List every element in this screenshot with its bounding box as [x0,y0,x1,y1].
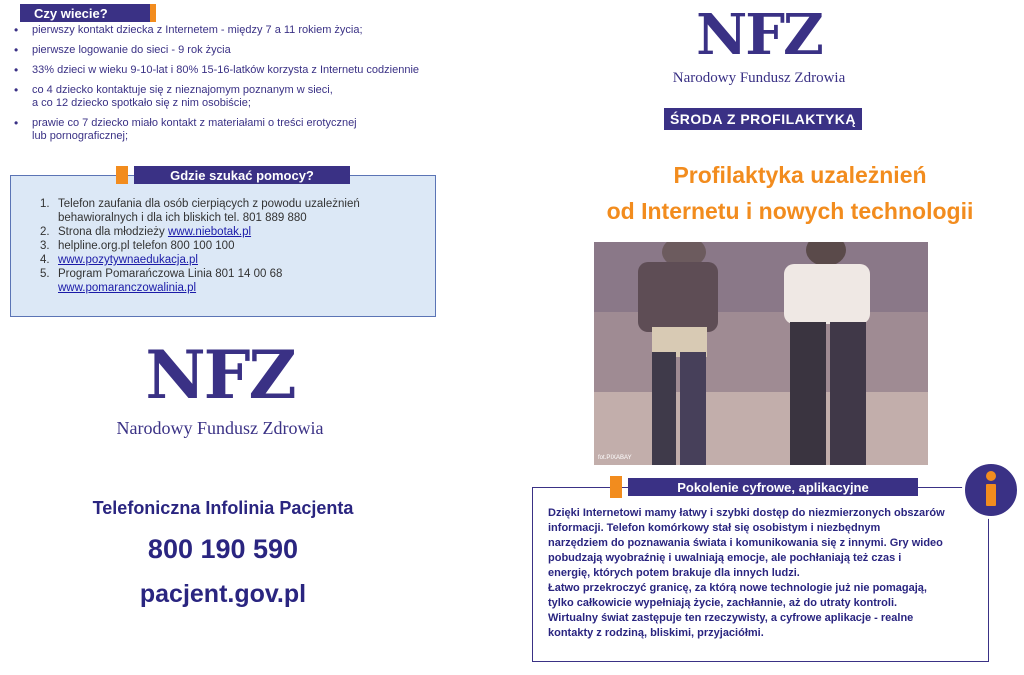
help-list [40,197,430,295]
person-right-shirt [784,264,870,324]
list-item: • 33% dzieci w wieku 9-10-lat i 80% 15-16-latków korzysta z Internetu codziennie [12,64,472,77]
person-right-leg [790,322,826,465]
pozytywnaedukacja-link[interactable]: www.pozytywnaedukacja.pl [58,254,198,266]
generation-header-accent [610,476,622,498]
nfz-logo-mark: NFZ [696,2,822,68]
help-title: Gdzie szukać pomocy? [134,166,350,184]
nfz-logo-left [90,336,350,439]
headline-line1: Profilaktyka uzależnień [673,162,927,188]
list-item: • co 4 dziecko kontaktuje się z nieznajomym poznanym w sieci, a co 12 dziecko spotkało się z nim osobiście; [12,84,472,110]
niebotak-link[interactable]: www.niebotak.pl [167,226,252,238]
facts-header [20,4,156,22]
list-item: 3. helpline.org.pl telefon 800 100 100 [40,240,235,252]
photo-credit: fot.PIXABAY [598,455,632,461]
generation-text: Dzięki Internetowi mamy łatwy i szybki dostęp do niezmierzonych obszarów informacji. Telefon komórkowy stał się osobistym i niezbędnym narzędziem do poznawania świata i komunikowania się z innymi. Gry wideo pobudzają wyobraźnię i uwalniają emocje, ale pochłaniają też czas i energię, których potem brakuje dla innych ludzi. Łatwo przekroczyć granicę, za którą nowe technologie już nie pomagają, tylko całkowicie wypełniają życie, zachłannie, aż do utraty kontroli. Wirtualny świat zastępuje ten rzeczywisty, a cyfrowe aplikacje - realne kontakty z rodziną, bliskimi, przyjaciółmi. [548,507,945,639]
person-right-leg [830,322,866,465]
list-item: 2. Strona dla młodzieży www.niebotak.pl [40,226,252,238]
list-item: 4. www.pozytywnaedukacja.pl [40,254,198,266]
list-item: • pierwszy kontakt dziecka z Internetem - między 7 a 11 rokiem życia; [12,24,472,37]
photo-ground [594,392,928,465]
person-left-leg [652,352,676,465]
generation-title: Pokolenie cyfrowe, aplikacyjne [628,478,918,496]
info-icon [962,461,1020,519]
help-header-accent [116,166,128,184]
photo [594,242,928,465]
nfz-logo-name: Narodowy Fundusz Zdrowia [116,418,324,438]
facts-list [12,24,472,150]
nfz-logo-right [652,4,866,87]
badge: ŚRODA Z PROFILAKTYKĄ [664,108,862,130]
teens-photo-illustration [594,242,928,465]
list-item: • prawie co 7 dziecko miało kontakt z materiałami o treści erotycznej lub pornograficznej; [12,117,472,143]
pomaranczowalinia-link[interactable]: www.pomaranczowalinia.pl [58,282,197,294]
infoline-phone: 800 190 590 [147,534,299,564]
list-item: • pierwsze logowanie do sieci - 9 rok życia [12,44,472,57]
facts-title: Czy wiecie? [20,4,150,22]
infoline-url: pacjent.gov.pl [139,580,307,608]
facts-header-accent [150,4,156,22]
list-item: 5. Program Pomarańczowa Linia 801 14 00 68 www.pomaranczowalinia.pl [40,268,283,294]
nfz-logo-name: Narodowy Fundusz Zdrowia [672,70,846,86]
person-left-leg [680,352,706,465]
nfz-logo-mark: NFZ [145,336,295,414]
headline-line2: od Internetu i nowych technologii [606,198,974,224]
person-left-torso [638,262,718,332]
generation-header [610,478,918,496]
infoline-title: Telefoniczna Infolinia Pacjenta [92,498,354,518]
help-header [116,166,350,184]
list-item: 1. Telefon zaufania dla osób cierpiących z powodu uzależnień behawioralnych i dla ich bliskich tel. 801 889 880 [40,198,360,224]
